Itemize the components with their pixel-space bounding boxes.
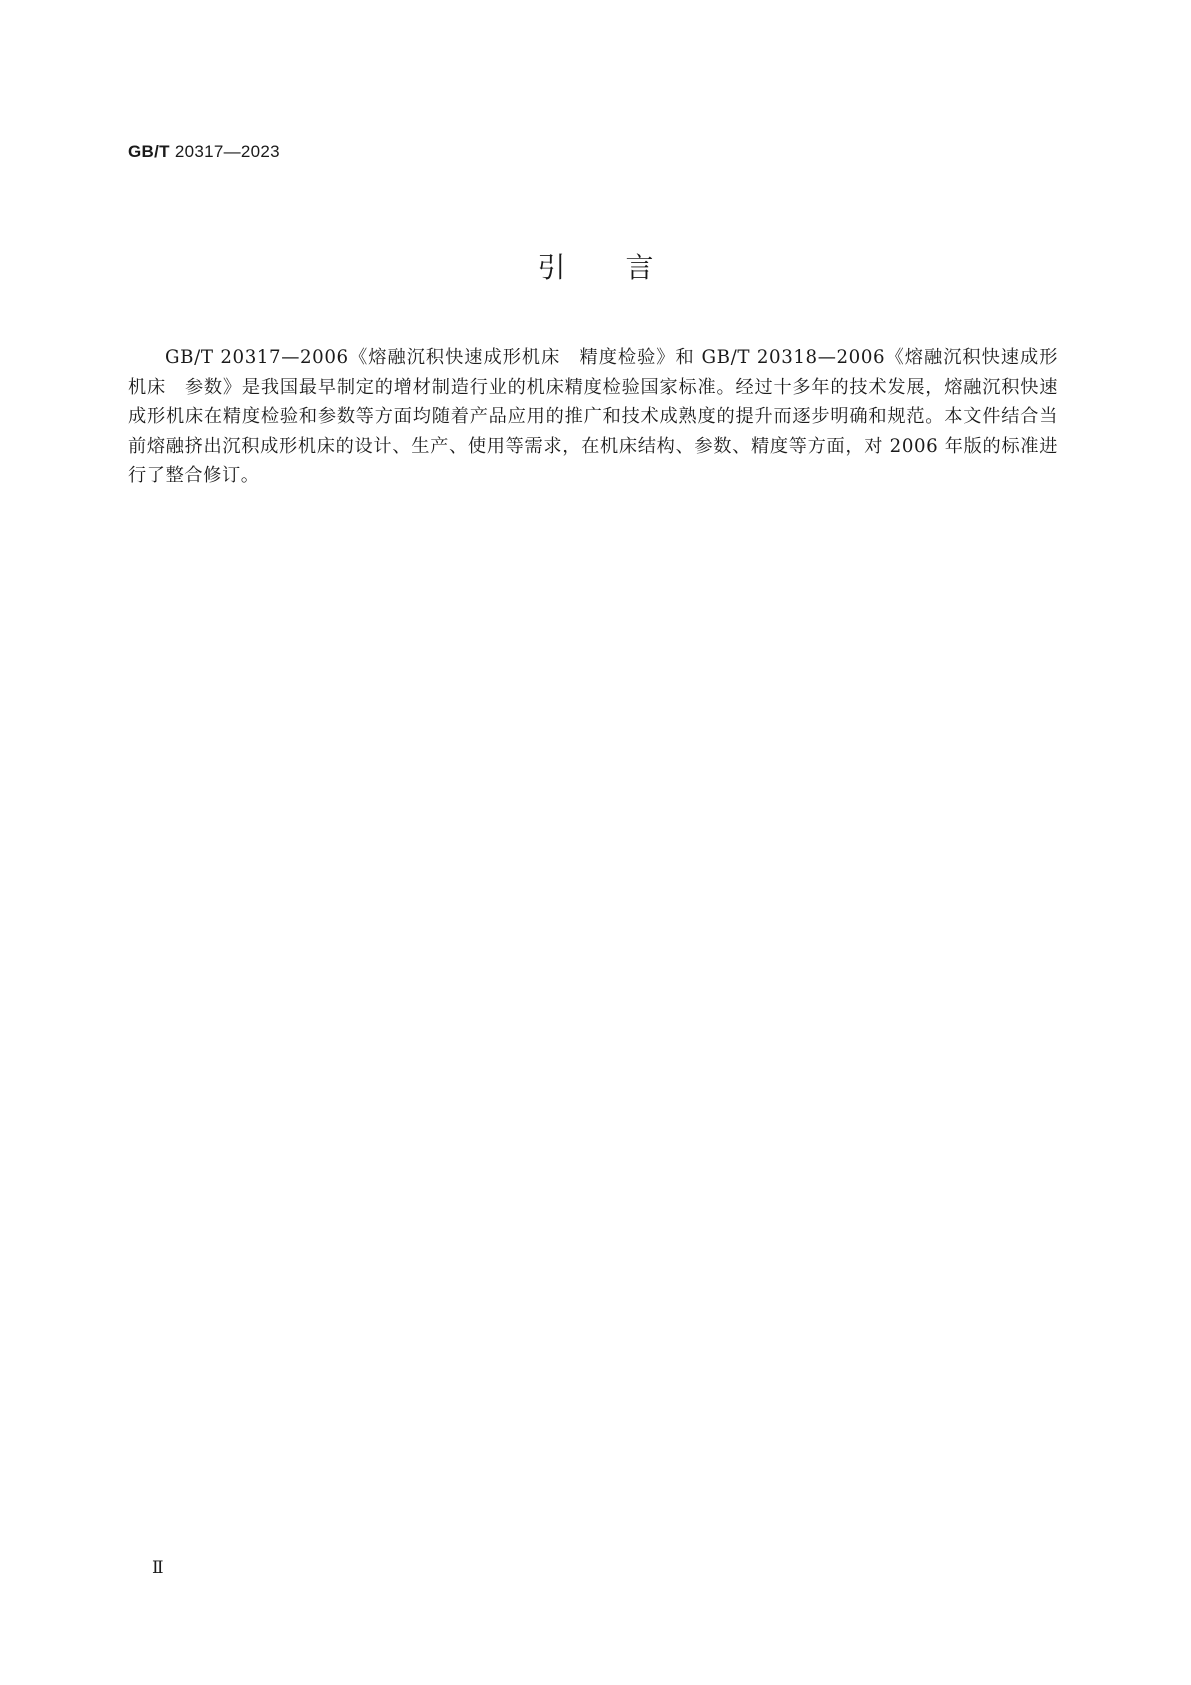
section-title: 引言: [537, 251, 714, 284]
standard-code: [128, 142, 280, 162]
introduction-paragraph: GB/T 20317—2006《熔融沉积快速成形机床 精度检验》和 GB/T 20318—2006《熔融沉积快速成形机床 参数》是我国最早制定的增材制造行业的机床精度检验国家标准。经过十多年的技术发展，熔融沉积快速成形机床在精度检验和参数等方面均随着产品应用的推广和技术成熟度的提升而逐步明确和规范。本文件结合当前熔融挤出沉积成形机床的设计、生产、使用等需求，在机床结构、参数、精度等方面，对 2006 年版的标准进行了整合修订。: [128, 347, 1058, 486]
standard-number: 20317—2023: [174, 142, 280, 161]
page-number: Ⅱ: [152, 1558, 164, 1577]
standard-prefix: GB/T: [128, 142, 170, 161]
